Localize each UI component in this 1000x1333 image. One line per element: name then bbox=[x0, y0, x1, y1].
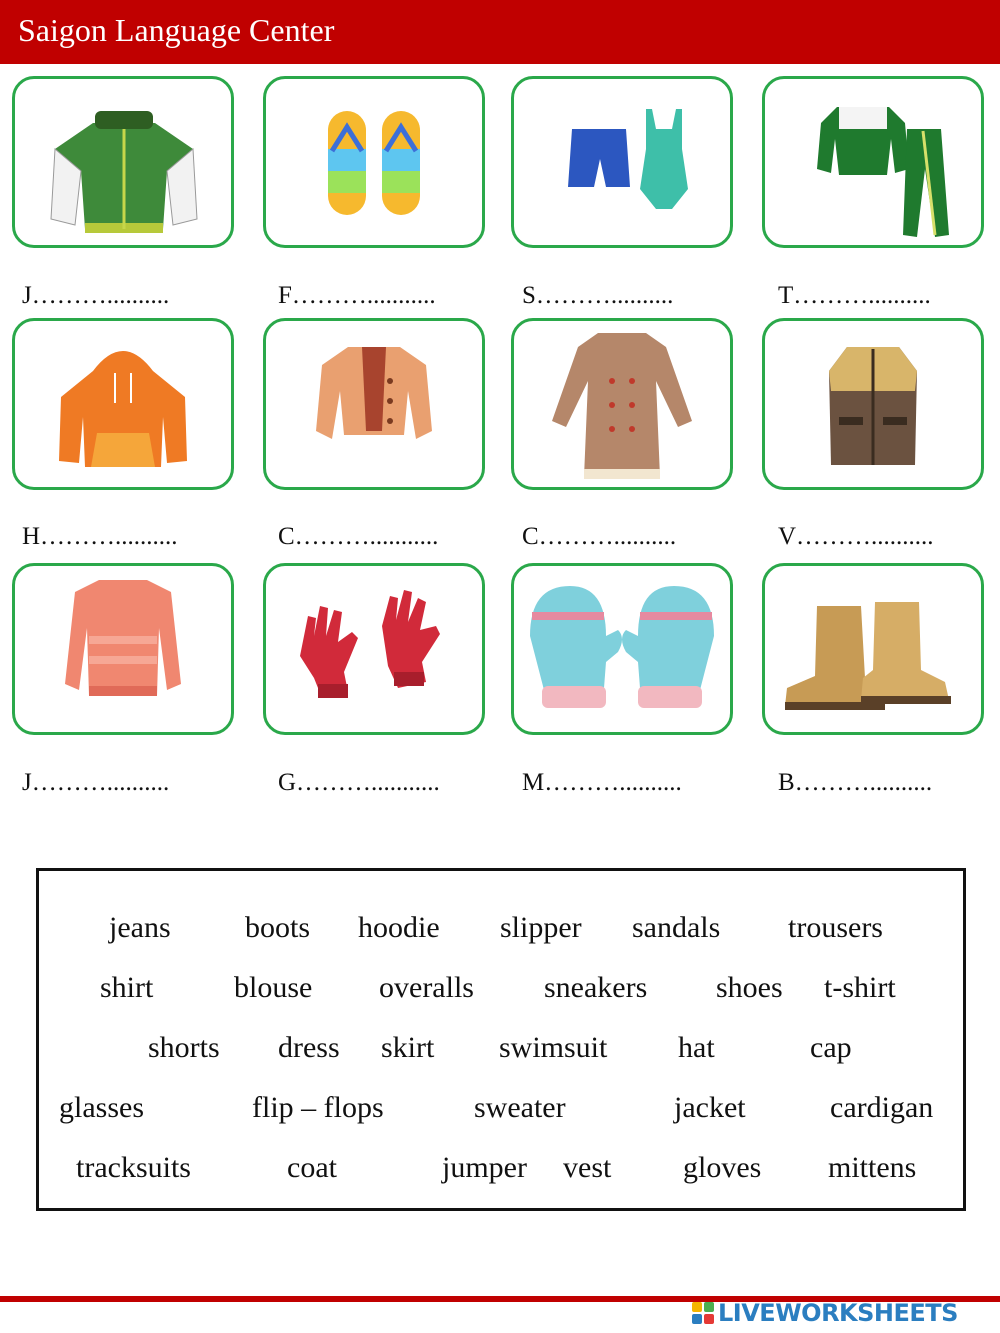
picture-card-jacket bbox=[12, 76, 234, 248]
word-bank-item: boots bbox=[245, 911, 311, 944]
answer-label-flip-flops[interactable]: F………........... bbox=[278, 282, 436, 309]
logo-blocks-icon bbox=[692, 1302, 714, 1324]
picture-card-flip-flops bbox=[263, 76, 485, 248]
picture-card-vest bbox=[762, 318, 984, 490]
jacket-icon bbox=[15, 79, 231, 245]
word-bank-item: dress bbox=[278, 1031, 340, 1064]
logo-text: LIVEWORKSHEETS bbox=[718, 1299, 958, 1327]
word-bank-item: jumper bbox=[442, 1151, 527, 1184]
picture-card-gloves bbox=[263, 563, 485, 735]
coat-icon bbox=[514, 321, 730, 487]
word-bank-item: cardigan bbox=[830, 1091, 934, 1124]
answer-label-jumper[interactable]: J……….......... bbox=[22, 769, 170, 796]
gloves-icon bbox=[266, 566, 482, 732]
answer-label-tracksuit[interactable]: T……….......... bbox=[778, 282, 931, 309]
word-bank-item: shoes bbox=[716, 971, 783, 1004]
word-bank-item: hat bbox=[678, 1031, 715, 1064]
word-bank bbox=[36, 868, 966, 1211]
word-bank-item: skirt bbox=[381, 1031, 435, 1064]
word-bank-item: trousers bbox=[788, 911, 883, 944]
liveworksheets-logo[interactable] bbox=[692, 1299, 992, 1327]
word-bank-item: tracksuits bbox=[76, 1151, 191, 1184]
mittens-icon bbox=[514, 566, 730, 732]
tracksuit-icon bbox=[765, 79, 981, 245]
picture-card-hoodie bbox=[12, 318, 234, 490]
word-bank-item: swimsuit bbox=[499, 1031, 608, 1064]
word-bank-item: sweater bbox=[474, 1091, 566, 1124]
flip-flops-icon bbox=[266, 79, 482, 245]
word-bank-item: vest bbox=[563, 1151, 612, 1184]
word-bank-item: t-shirt bbox=[824, 971, 896, 1004]
vest-icon bbox=[765, 321, 981, 487]
picture-card-mittens bbox=[511, 563, 733, 735]
word-bank-item: flip – flops bbox=[252, 1091, 384, 1124]
picture-card-coat bbox=[511, 318, 733, 490]
word-bank-item: mittens bbox=[828, 1151, 917, 1184]
word-bank-item: shirt bbox=[100, 971, 154, 1004]
answer-label-jacket[interactable]: J……….......... bbox=[22, 282, 170, 309]
hoodie-icon bbox=[15, 321, 231, 487]
answer-label-vest[interactable]: V……….......... bbox=[778, 523, 934, 550]
word-bank-item: slipper bbox=[500, 911, 582, 944]
jumper-icon bbox=[15, 566, 231, 732]
picture-card-jumper bbox=[12, 563, 234, 735]
boots-icon bbox=[765, 566, 981, 732]
word-bank-item: cap bbox=[810, 1031, 852, 1064]
word-bank-item: gloves bbox=[683, 1151, 762, 1184]
answer-label-boots[interactable]: B……….......... bbox=[778, 769, 933, 796]
word-bank-item: hoodie bbox=[358, 911, 440, 944]
word-bank-item: blouse bbox=[234, 971, 313, 1004]
cardigan-icon bbox=[266, 321, 482, 487]
header-bar bbox=[0, 0, 1000, 64]
picture-card-boots bbox=[762, 563, 984, 735]
word-bank-item: jeans bbox=[109, 911, 171, 944]
swimsuit-icon bbox=[514, 79, 730, 245]
answer-label-mittens[interactable]: M……….......... bbox=[522, 769, 682, 796]
word-bank-item: coat bbox=[287, 1151, 337, 1184]
answer-label-gloves[interactable]: G………........... bbox=[278, 769, 440, 796]
picture-card-tracksuit bbox=[762, 76, 984, 248]
word-bank-item: jacket bbox=[674, 1091, 746, 1124]
word-bank-item: sneakers bbox=[544, 971, 648, 1004]
picture-card-swimsuit bbox=[511, 76, 733, 248]
picture-card-cardigan bbox=[263, 318, 485, 490]
answer-label-cardigan[interactable]: C………........... bbox=[278, 523, 439, 550]
word-bank-item: overalls bbox=[379, 971, 474, 1004]
answer-label-hoodie[interactable]: H……….......... bbox=[22, 523, 178, 550]
word-bank-item: sandals bbox=[632, 911, 721, 944]
word-bank-item: shorts bbox=[148, 1031, 220, 1064]
page-title: Saigon Language Center bbox=[18, 12, 335, 48]
word-bank-item: glasses bbox=[59, 1091, 144, 1124]
answer-label-coat[interactable]: C……….......... bbox=[522, 523, 677, 550]
answer-label-swimsuit[interactable]: S……….......... bbox=[522, 282, 674, 309]
